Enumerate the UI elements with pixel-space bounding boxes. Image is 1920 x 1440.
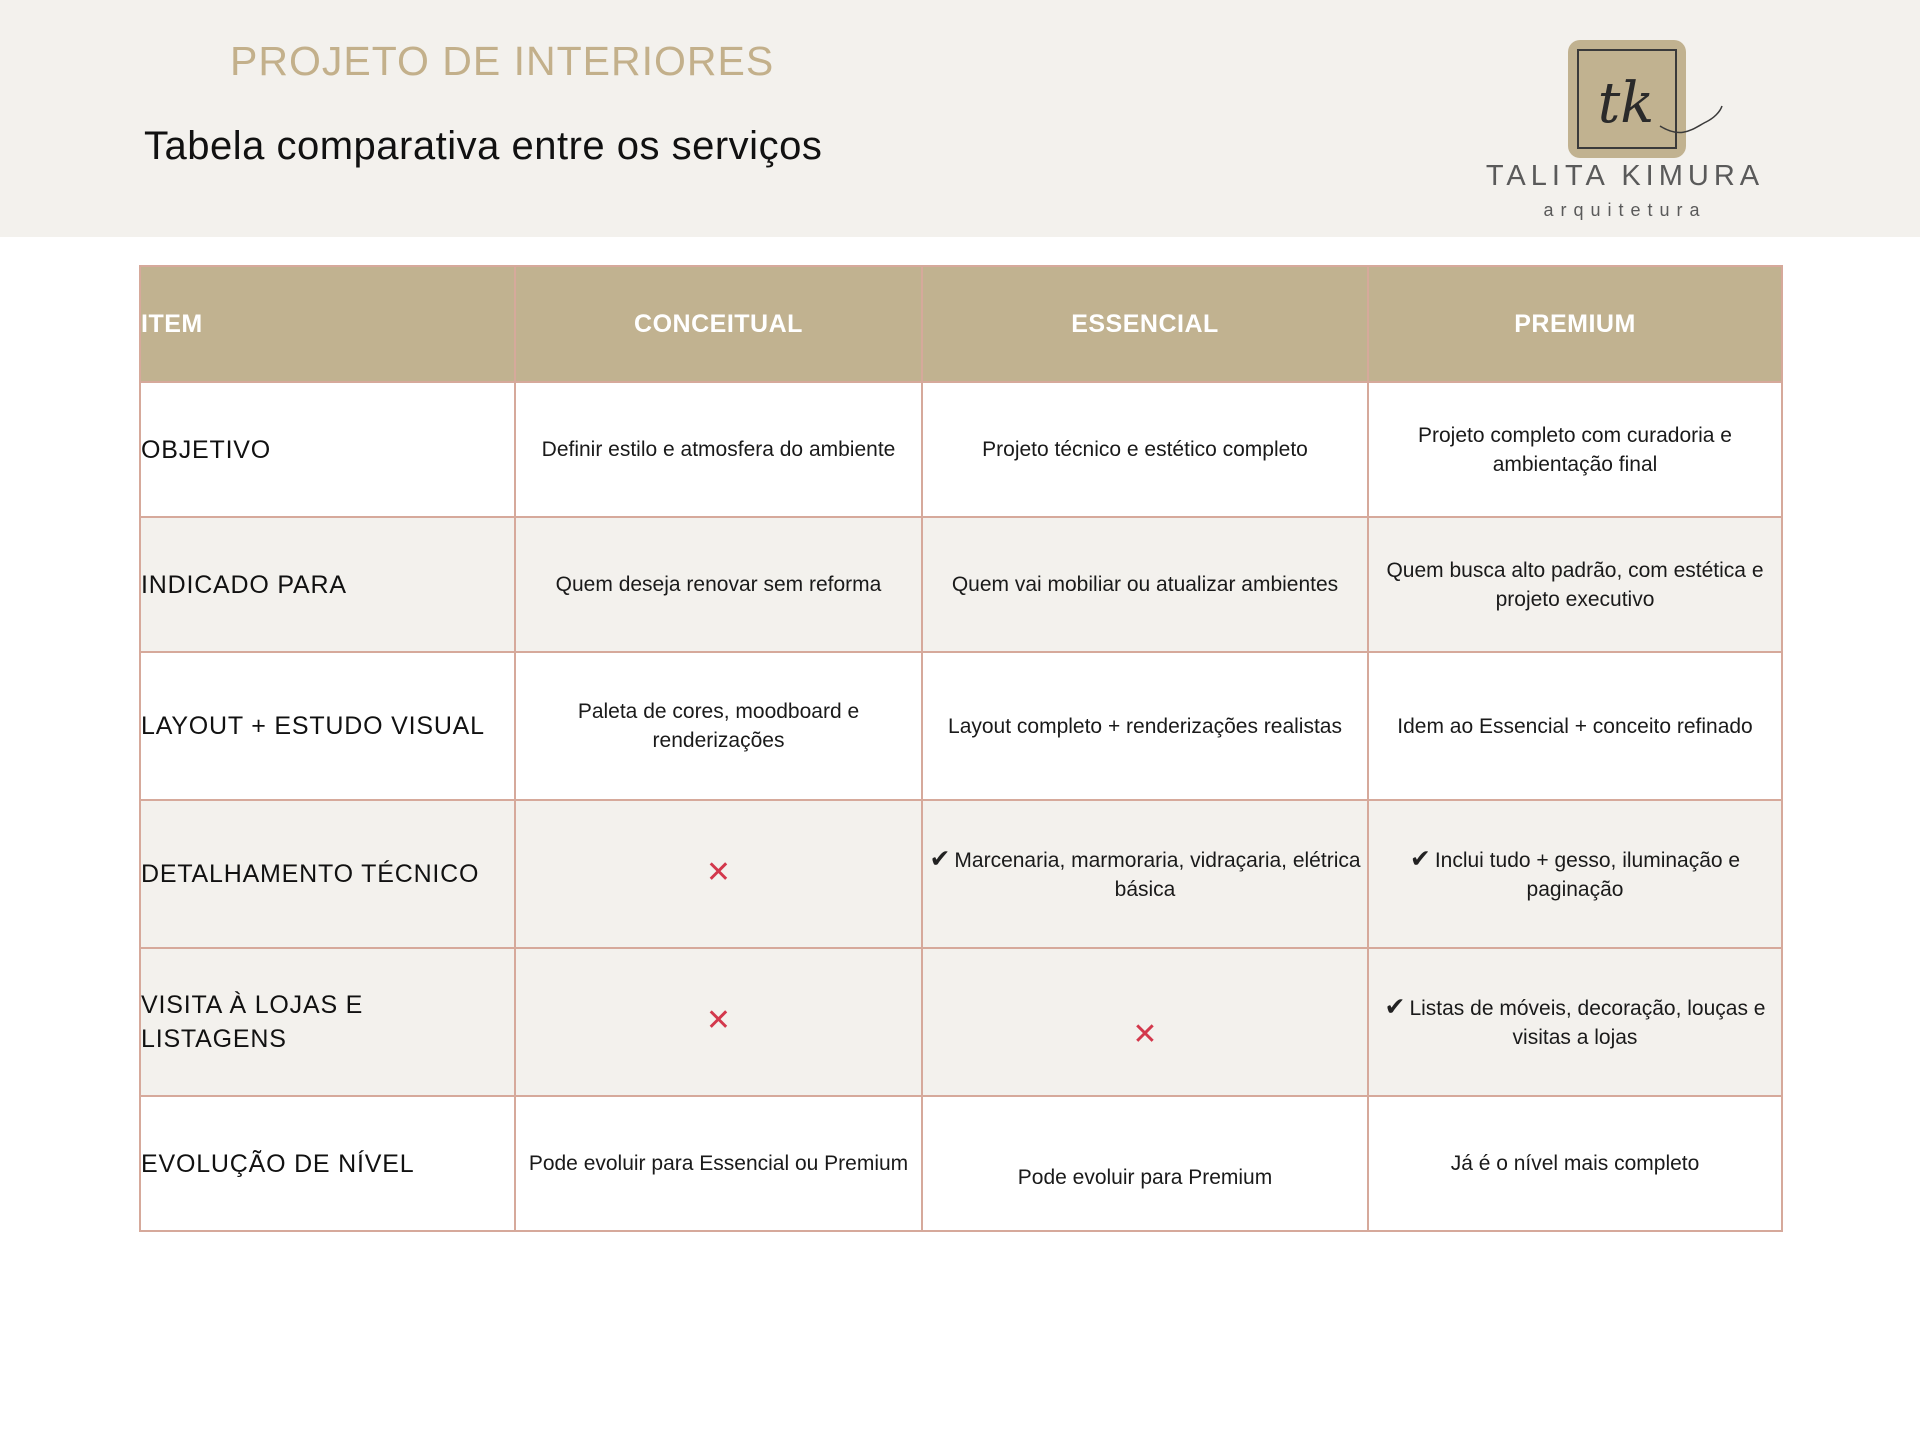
row-label-objetivo: OBJETIVO <box>140 382 515 517</box>
x-mark-icon: ✕ <box>705 1004 732 1037</box>
cell-text: Marcenaria, marmoraria, vidraçaria, elétrica básica <box>954 848 1361 901</box>
cell-evolucao-conceitual: Pode evoluir para Essencial ou Premium <box>515 1096 922 1231</box>
column-header-item: ITEM <box>140 266 515 382</box>
page-title: Tabela comparativa entre os serviços <box>144 124 823 168</box>
cell-text: Pode evoluir para Premium <box>1017 1166 1273 1189</box>
cell-visita-conceitual <box>515 948 922 1096</box>
cell-indicado-essencial: Quem vai mobiliar ou atualizar ambientes <box>922 517 1368 652</box>
cell-objetivo-conceitual: Definir estilo e atmosfera do ambiente <box>515 382 922 517</box>
cell-layout-conceitual: Paleta de cores, moodboard e renderizações <box>515 652 922 800</box>
cell-visita-essencial <box>922 948 1368 1096</box>
table-row <box>140 517 1782 652</box>
checkmark-icon: ✔ <box>1409 844 1431 873</box>
page-header <box>0 0 1920 237</box>
logo-name: TALITA KIMURA <box>1485 160 1765 192</box>
cell-indicado-conceitual: Quem deseja renovar sem reforma <box>515 517 922 652</box>
row-label-detalhamento: DETALHAMENTO TÉCNICO <box>140 800 515 948</box>
row-label-indicado-para: INDICADO PARA <box>140 517 515 652</box>
cell-visita-premium <box>1368 948 1782 1096</box>
cell-evolucao-premium: Já é o nível mais completo <box>1368 1096 1782 1231</box>
cell-indicado-premium: Quem busca alto padrão, com estética e projeto executivo <box>1368 517 1782 652</box>
logo-subtitle: arquitetura <box>1543 200 1707 220</box>
checkmark-icon: ✔ <box>1384 992 1406 1021</box>
logo-mark-icon <box>1564 30 1724 170</box>
table-row <box>140 382 1782 517</box>
cell-detalhamento-conceitual <box>515 800 922 948</box>
row-label-layout: LAYOUT + ESTUDO VISUAL <box>140 652 515 800</box>
cell-objetivo-premium: Projeto completo com curadoria e ambientação final <box>1368 382 1782 517</box>
cell-layout-premium: Idem ao Essencial + conceito refinado <box>1368 652 1782 800</box>
x-mark-icon: ✕ <box>705 856 732 889</box>
cell-evolucao-essencial <box>922 1096 1368 1231</box>
table-row <box>140 800 1782 948</box>
brand-logo <box>1480 20 1780 225</box>
column-header-conceitual: CONCEITUAL <box>515 266 922 382</box>
cell-detalhamento-premium <box>1368 800 1782 948</box>
table-header-row <box>140 266 1782 382</box>
logo-initials: tk <box>1597 71 1655 136</box>
column-header-premium: PREMIUM <box>1368 266 1782 382</box>
row-label-evolucao: EVOLUÇÃO DE NÍVEL <box>140 1096 515 1231</box>
column-header-essencial: ESSENCIAL <box>922 266 1368 382</box>
checkmark-icon: ✔ <box>929 844 951 873</box>
x-mark-icon: ✕ <box>1132 1018 1158 1051</box>
table-row <box>140 948 1782 1096</box>
cell-objetivo-essencial: Projeto técnico e estético completo <box>922 382 1368 517</box>
cell-text: Listas de móveis, decoração, louças e visitas a lojas <box>1409 996 1766 1049</box>
comparison-table <box>139 265 1783 1232</box>
cell-layout-essencial: Layout completo + renderizações realistas <box>922 652 1368 800</box>
table-row <box>140 1096 1782 1231</box>
cell-detalhamento-essencial <box>922 800 1368 948</box>
page-kicker: PROJETO DE INTERIORES <box>230 38 775 84</box>
cell-text: Inclui tudo + gesso, iluminação e paginação <box>1434 848 1741 901</box>
table-row <box>140 652 1782 800</box>
row-label-visita: VISITA À LOJAS E LISTAGENS <box>140 948 515 1096</box>
